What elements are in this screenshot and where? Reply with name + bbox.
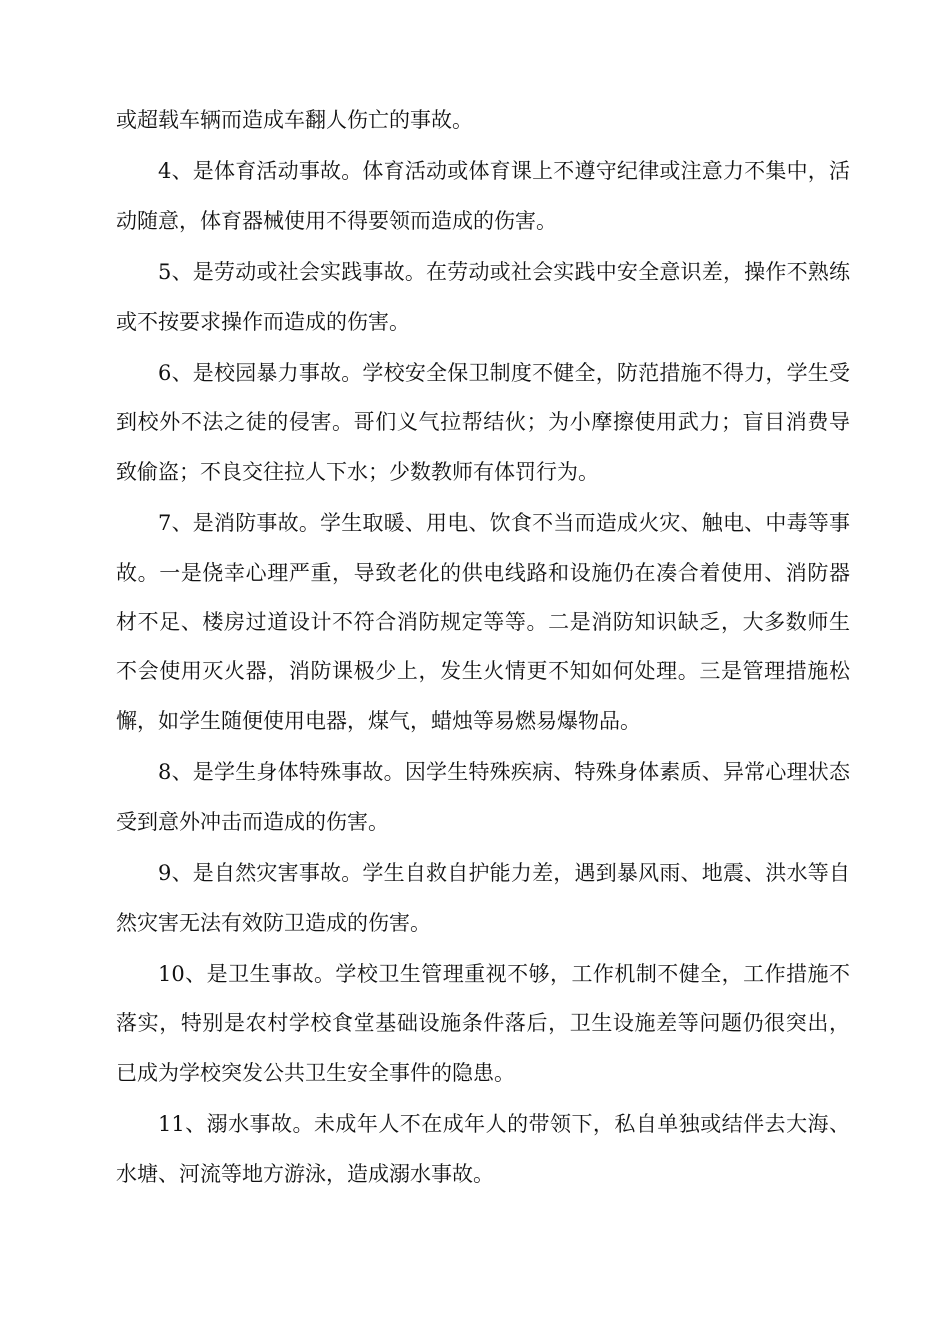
paragraph-hygiene-accident: 10、是卫生事故。学校卫生管理重视不够，工作机制不健全，工作措施不落实，特别是农村学校食堂基础设施条件落后，卫生设施差等问题仍很突出，已成为学校突发公共卫生安全事件的隐患。 bbox=[116, 961, 850, 1085]
paragraph-drowning-accident: 11、溺水事故。未成年人不在成年人的带领下，私自单独或结伴去大海、水塘、河流等地方游泳，造成溺水事故。 bbox=[116, 1112, 850, 1186]
paragraph-labor-accident: 5、是劳动或社会实践事故。在劳动或社会实践中安全意识差，操作不熟练或不按要求操作而造成的伤害。 bbox=[116, 260, 850, 334]
paragraph-physical-condition: 8、是学生身体特殊事故。因学生特殊疾病、特殊身体素质、异常心理状态受到意外冲击而造成的伤害。 bbox=[116, 760, 850, 834]
paragraph-campus-violence: 6、是校园暴力事故。学校安全保卫制度不健全，防范措施不得力，学生受到校外不法之徒的侵害。哥们义气拉帮结伙；为小摩擦使用武力；盲目消费导致偷盗；不良交往拉人下水；少数教师有体罚行为。 bbox=[116, 361, 850, 484]
paragraph-fire-accident: 7、是消防事故。学生取暖、用电、饮食不当而造成火灾、触电、中毒等事故。一是侥幸心理严重，导致老化的供电线路和设施仍在凑合着使用、消防器材不足、楼房过道设计不符合消防规定等等。二是消防知识缺乏，大多数师生不会使用灭火器，消防课极少上，发生火情更不知如何处理。三是管理措施松懈，如学生随便使用电器，煤气，蜡烛等易燃易爆物品。 bbox=[116, 511, 850, 733]
paragraph-natural-disaster: 9、是自然灾害事故。学生自救自护能力差，遇到暴风雨、地震、洪水等自然灾害无法有效防卫造成的伤害。 bbox=[116, 861, 850, 935]
document-body bbox=[116, 96, 850, 1201]
paragraph-continued: 或超载车辆而造成车翻人伤亡的事故。 bbox=[116, 108, 473, 132]
paragraph-sports-accident: 4、是体育活动事故。体育活动或体育课上不遵守纪律或注意力不集中，活动随意，体育器械使用不得要领而造成的伤害。 bbox=[116, 159, 850, 233]
